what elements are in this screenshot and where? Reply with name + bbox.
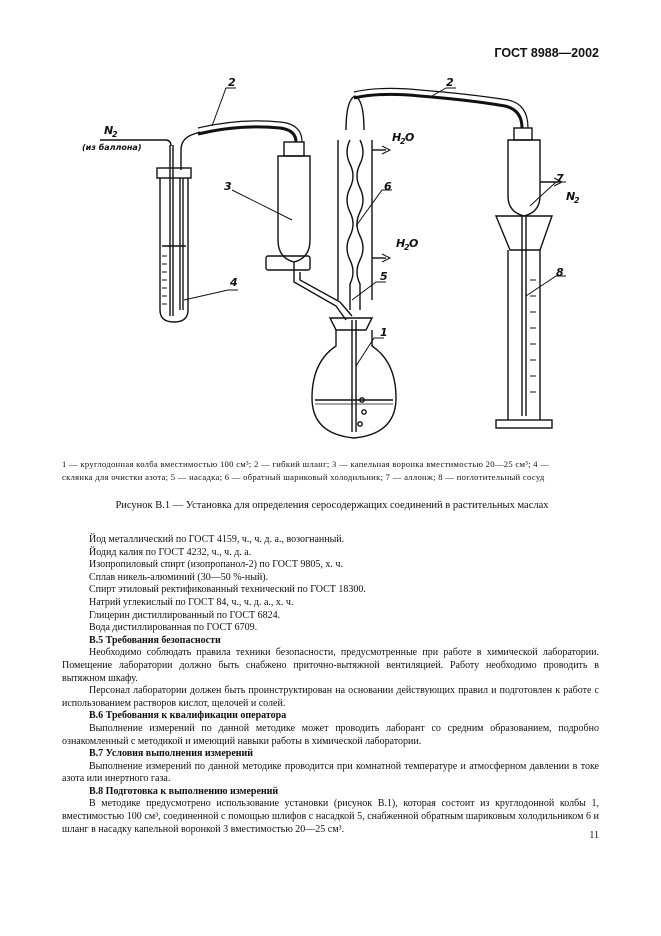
dropping-funnel: [266, 142, 352, 320]
gas-purification-bottle: [157, 145, 191, 322]
h2o-bottom-sub: 2: [404, 243, 410, 252]
callout-1: 1: [380, 326, 388, 339]
section-heading-b7: В.7 Условия выполнения измерений: [89, 748, 254, 760]
legend-line: склянка для очистки азота; 5 — насадка; 6 — обратный шариковый холодильник; 7 — аллонж; 8 — поглотительный сосуд: [62, 472, 545, 482]
n2-source-label: (из баллона): [82, 143, 142, 152]
n2-inlet-label: N: [104, 124, 114, 137]
h2o-bottom-o: O: [409, 237, 419, 250]
absorption-vessel: [496, 216, 552, 428]
h2o-top-label: H: [392, 131, 402, 144]
n2-outlet-sub: 2: [574, 196, 580, 205]
reagent-line: Глицерин дистиллированный по ГОСТ 6824.: [89, 609, 281, 621]
callout-7: 7: [556, 172, 564, 185]
paragraph: Выполнение измерений по данной методике проводится при комнатной температуре и атмосферном давлении в токе азота или инертного газа.: [62, 760, 599, 785]
paragraph: Выполнение измерений по данной методике может проводить лаборант со средним образованием, подробно ознакомленный с методикой и имеющий навыки работы в химической лаборатории.: [62, 722, 599, 747]
section-heading-b8: В.8 Подготовка к выполнению измерений: [89, 785, 279, 797]
paragraph: Необходимо соблюдать правила техники безопасности, предусмотренные при работе в химической лаборатории. Помещение лаборатории должно быть снабжено приточно-вытяжной вентиляцией. Работу необходимо проводить в вытяжном шкафу.: [62, 647, 599, 684]
n2-outlet-label: N: [566, 190, 576, 203]
standard-header: ГОСТ 8988—2002: [494, 46, 599, 60]
paragraph: В методике предусмотрено использование установки (рисунок В.1), которая состоит из круглодонной колбы 1, вместимостью 100 см³, соединенной с помощью шлифов с насадкой 5, снабженной обратным шариковым холодильником 6 и шланг в насадку капельной воронкой 3 вместимостью 20—25 см³.: [62, 798, 599, 835]
reagent-line: Натрий углекислый по ГОСТ 84, ч., ч. д. а., х. ч.: [89, 596, 294, 608]
legend-line: 1 — круглодонная колба вместимостью 100 см³; 2 — гибкий шланг; 3 — капельная воронка вместимостью 20—25 см³; 4 —: [62, 459, 550, 469]
section-heading-b5: В.5 Требования безопасности: [89, 634, 221, 646]
figure-legend: [62, 458, 602, 484]
figure-title: Рисунок В.1 — Установка для определения серосодержащих соединений в растительных маслах: [115, 500, 549, 511]
reagent-line: Вода дистиллированная по ГОСТ 6709.: [89, 622, 258, 634]
document-body: [62, 534, 599, 836]
callout-2-right: 2: [446, 76, 454, 89]
callout-3: 3: [224, 180, 232, 193]
reagent-line: Изопропиловый спирт (изопропанол-2) по ГОСТ 9805, х. ч.: [89, 559, 343, 571]
allonge: [496, 128, 562, 250]
paragraph: Персонал лаборатории должен быть проинструктирован на основании действующих правил и подготовлен к работе с использованием растворов кислот, щелочей и солей.: [62, 685, 599, 709]
h2o-top-sub: 2: [400, 137, 406, 146]
apparatus-figure: [0, 60, 661, 450]
callout-5: 5: [380, 270, 388, 283]
n2-inlet-sub: 2: [112, 130, 118, 139]
reagent-line: Йодид калия по ГОСТ 4232, ч., ч. д. а.: [89, 546, 252, 558]
reagent-line: Спирт этиловый ректификованный технический по ГОСТ 18300.: [89, 584, 366, 596]
callout-4: 4: [230, 276, 238, 289]
reagent-line: Йод металлический по ГОСТ 4159, ч., ч. д. а., возогнанный.: [89, 534, 345, 545]
callout-6: 6: [384, 180, 392, 193]
callout-2-left: 2: [228, 76, 236, 89]
page-number: 11: [589, 830, 599, 841]
reagent-line: Сплав никель-алюминий (30—50 %-ный).: [89, 571, 269, 583]
h2o-bottom-label: H: [396, 237, 406, 250]
section-heading-b6: В.6 Требования к квалификации оператора: [89, 710, 287, 722]
h2o-top-o: O: [405, 131, 415, 144]
callout-8: 8: [556, 266, 564, 279]
